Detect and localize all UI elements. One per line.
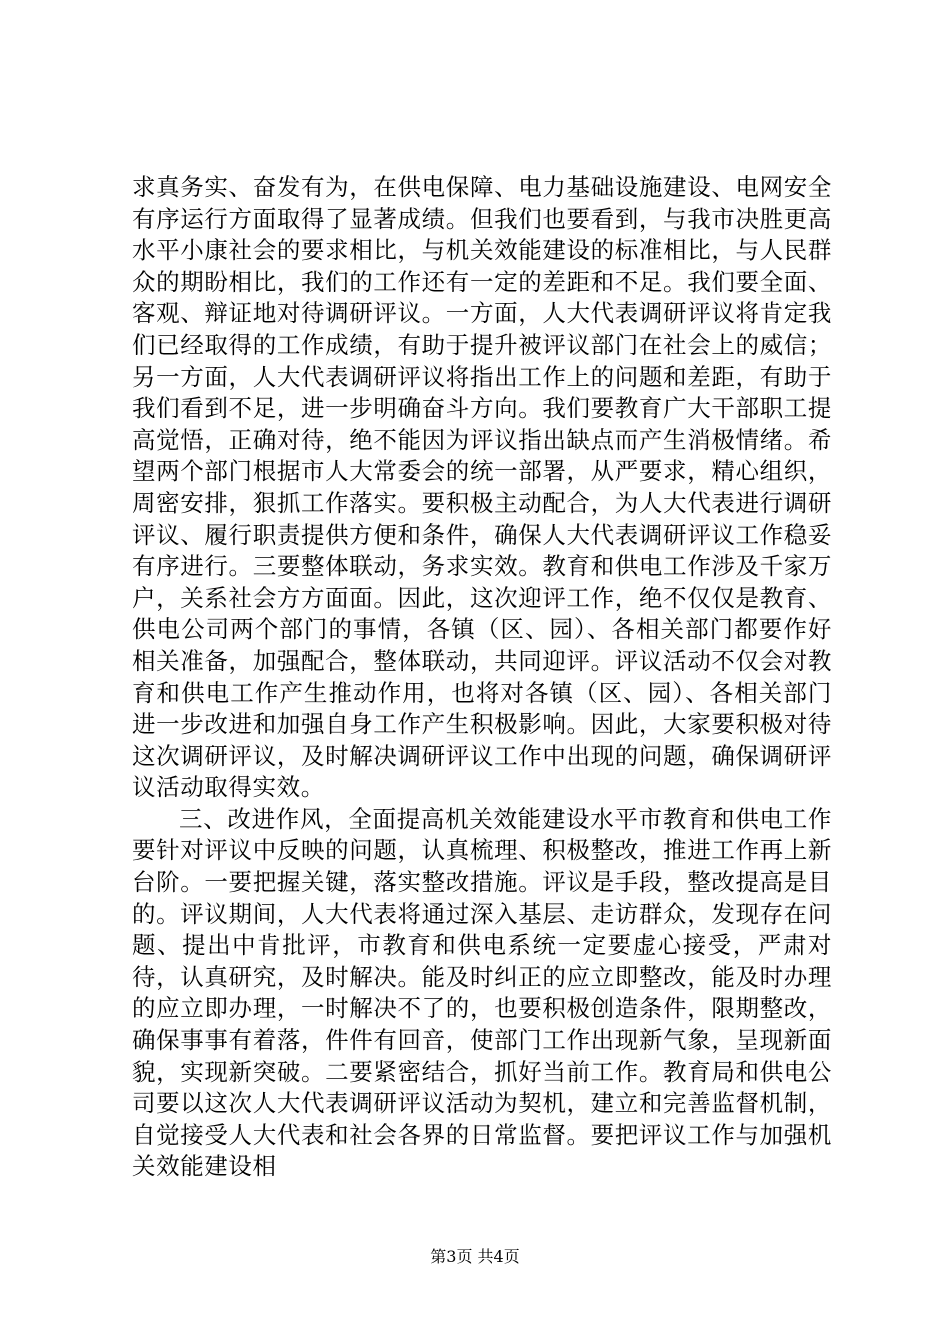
paragraph-section-three: 三、改进作风，全面提高机关效能建设水平市教育和供电工作要针对评议中反映的问题，认真梳理、积极整改，推进工作再上新台阶。一要把握关键，落实整改措施。评议是手段，整改提高是目的。评议期间，人大代表将通过深入基层、走访群众，发现存在问题、提出中肯批评，市教育和供电系统一定要虚心接受，严肃对待，认真研究，及时解决。能及时纠正的应立即整改，能及时办理的应立即办理，一时解决不了的，也要积极创造条件，限期整改，确保事事有着落，件件有回音，使部门工作出现新气象，呈现新面貌，实现新突破。二要紧密结合，抓好当前工作。教育局和供电公司要以这次人大代表调研评议活动为契机，建立和完善监督机制，自觉接受人大代表和社会各界的日常监督。要把评议工作与加强机关效能建设相 [132,804,832,1181]
body-text [132,172,832,1183]
page-footer: 第3页 共4页 [430,1247,520,1266]
paragraph-continuation: 求真务实、奋发有为，在供电保障、电力基础设施建设、电网安全有序运行方面取得了显著成绩。但我们也要看到，与我市决胜更高水平小康社会的要求相比，与机关效能建设的标准相比，与人民群众的期盼相比，我们的工作还有一定的差距和不足。我们要全面、客观、辩证地对待调研评议。一方面，人大代表调研评议将肯定我们已经取得的工作成绩，有助于提升被评议部门在社会上的威信；另一方面，人大代表调研评议将指出工作上的问题和差距，有助于我们看到不足，进一步明确奋斗方向。我们要教育广大干部职工提高觉悟，正确对待，绝不能因为评议指出缺点而产生消极情绪。希望两个部门根据市人大常委会的统一部署，从严要求，精心组织，周密安排，狠抓工作落实。要积极主动配合，为人大代表进行调研评议、履行职责提供方便和条件，确保人大代表调研评议工作稳妥有序进行。三要整体联动，务求实效。教育和供电工作涉及千家万户，关系社会方方面面。因此，这次迎评工作，绝不仅仅是教育、供电公司两个部门的事情，各镇（区、园）、各相关部门都要作好相关准备，加强配合，整体联动，共同迎评。评议活动不仅会对教育和供电工作产生推动作用，也将对各镇（区、园）、各相关部门进一步改进和加强自身工作产生积极影响。因此，大家要积极对待这次调研评议，及时解决调研评议工作中出现的问题，确保调研评议活动取得实效。 [132,173,832,802]
